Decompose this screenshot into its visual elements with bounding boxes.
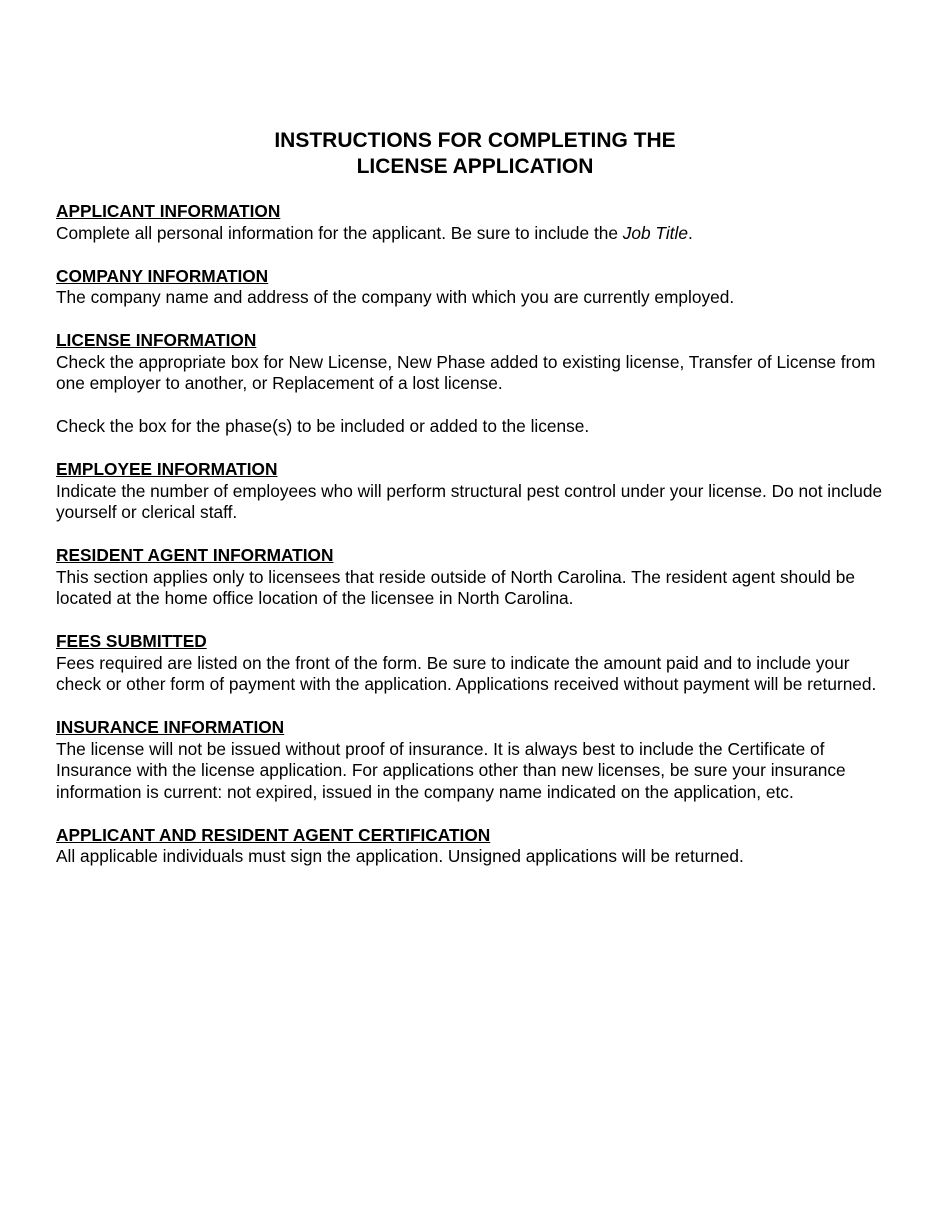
instructions-page [56,128,896,868]
job-title-emphasis: Job Title [622,222,688,243]
section-text: The company name and address of the company with which you are currently employed. [56,287,735,307]
section-heading: INSURANCE INFORMATION [56,717,285,737]
section-text-secondary: Check the box for the phase(s) to be included or added to the license. [56,416,590,436]
section-employee-information [56,459,896,524]
section-heading: RESIDENT AGENT INFORMATION [56,545,334,565]
page-title-line-1: INSTRUCTIONS FOR COMPLETING THE [274,129,676,152]
section-insurance-information [56,717,896,803]
page-title [56,128,894,179]
section-text: This section applies only to licensees that reside outside of North Carolina. The resident agent should be located at the home office location of the licensee in North Carolina. [56,566,855,608]
section-text [56,223,896,245]
section-text: All applicable individuals must sign the application. Unsigned applications will be returned. [56,846,744,866]
section-text: Check the appropriate box for New License, New Phase added to existing license, Transfer of License from one employer to another, or Replacement of a lost license. [56,351,876,393]
section-text-part: Complete all personal information for the applicant. Be sure to include the [56,222,623,243]
section-license-information [56,330,896,438]
section-text: Indicate the number of employees who will perform structural pest control under your license. Do not include yourself or clerical staff. [56,480,883,522]
section-heading: APPLICANT AND RESIDENT AGENT CERTIFICATION [56,824,491,845]
section-text: Fees required are listed on the front of the form. Be sure to indicate the amount paid and to include your check or other form of payment with the application. Applications received without payment will be returned. [56,652,877,694]
page-title-line-2: LICENSE APPLICATION [356,154,594,178]
section-resident-agent-information [56,545,896,610]
section-text: The license will not be issued without proof of insurance. It is always best to include the Certificate of Insurance with the license application. For applications other than new licenses, be sure your insurance information is current: not expired, issued in the company name indicated on the application, etc. [56,738,846,802]
section-text-part: . [687,222,693,243]
section-applicant-information [56,201,896,244]
section-heading: APPLICANT INFORMATION [56,201,281,221]
section-fees-submitted [56,631,896,696]
section-heading: EMPLOYEE INFORMATION [56,459,278,479]
section-heading: COMPANY INFORMATION [56,265,269,286]
section-company-information [56,266,896,309]
section-heading: LICENSE INFORMATION [56,330,257,350]
section-heading: FEES SUBMITTED [56,631,207,651]
section-applicant-resident-agent-certification [56,825,896,868]
